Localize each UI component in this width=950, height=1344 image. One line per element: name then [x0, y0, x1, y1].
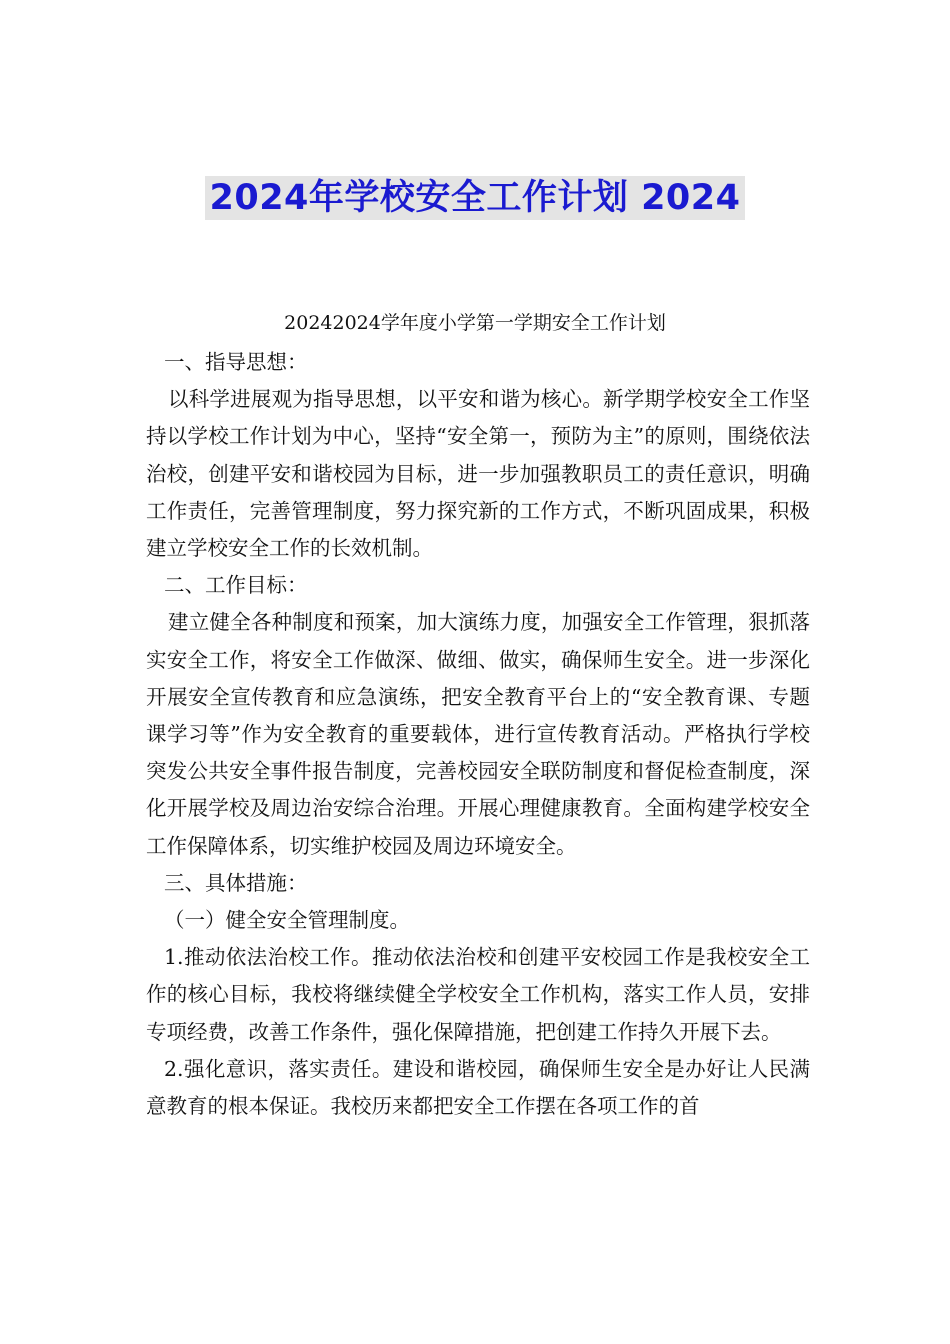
section-heading: 一、指导思想： — [164, 350, 308, 374]
section-heading: 三、具体措施： — [164, 870, 308, 895]
numbered-item: 2.强化意识，落实责任。建设和谐校园，确保师生安全是办好让人民满意教育的根本保证。我校历来都把安全工作摆在各项工作的首 — [146, 1056, 810, 1119]
paragraph: 建立健全各种制度和预案，加大演练力度，加强安全工作管理，狠抓落实安全工作，将安全工作做深、做细、做实，确保师生安全。进一步深化开展安全宣传教育和应急演练，把安全教育平台上的“安全教育课、专题课学习等”作为安全教育的重要载体，进行宣传教育活动。严格执行学校突发公共安全事件报告制度，完善校园安全联防制度和督促检查制度，深化开展学校及周边治安综合治理。开展心理健康教育。全面构建学校安全工作保障体系，切实维护校园及周边环境安全。 — [146, 610, 810, 858]
numbered-item: 1.推动依法治校工作。推动依法治校和创建平安校园工作是我校安全工作的核心目标，我校将继续健全学校安全工作机构，落实工作人员，安排专项经费，改善工作条件，强化保障措施，把创建工作持久开展下去。 — [146, 945, 810, 1044]
document-subtitle: 20242024学年度小学第一学期安全工作计划 — [284, 312, 666, 334]
document-title: 2024年学校安全工作计划 2024 — [205, 176, 744, 220]
paragraph: 以科学进展观为指导思想，以平安和谐为核心。新学期学校安全工作坚持以学校工作计划为中心，坚持“安全第一，预防为主”的原则，围绕依法治校，创建平安和谐校园为目标，进一步加强教职员工的责任意识，明确工作责任，完善管理制度，努力探究新的工作方式，不断巩固成果，积极建立学校安全工作的长效机制。 — [146, 387, 810, 561]
title-container — [0, 176, 950, 220]
subsection-heading: （一）健全安全管理制度。 — [164, 908, 410, 933]
document-body — [146, 344, 810, 1125]
section-heading: 二、工作目标： — [164, 573, 308, 598]
